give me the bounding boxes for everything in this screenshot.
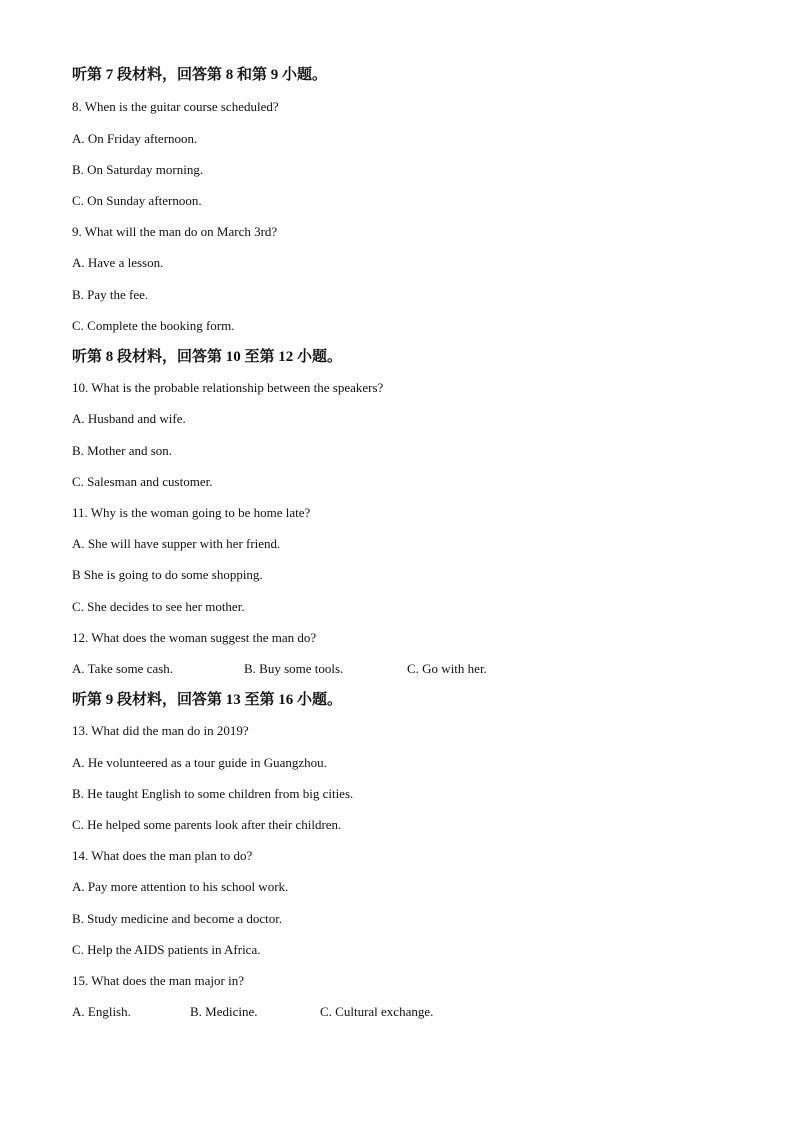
answer-option: B. Medicine.	[190, 1004, 258, 1019]
answer-option: B. He taught English to some children from big cities.	[72, 786, 354, 801]
question-stem: 11. Why is the woman going to be home late?	[72, 505, 311, 520]
answer-options-row	[72, 661, 722, 677]
answer-option: B. Study medicine and become a doctor.	[72, 911, 283, 926]
answer-option: B. On Saturday morning.	[72, 162, 204, 177]
answer-option: A. Husband and wife.	[72, 411, 186, 426]
answer-options-row	[72, 1004, 722, 1020]
answer-option: A. She will have supper with her friend.	[72, 536, 281, 551]
answer-option: C. On Sunday afternoon.	[72, 193, 202, 208]
answer-option: C. She decides to see her mother.	[72, 599, 245, 614]
answer-option: C. He helped some parents look after their children.	[72, 817, 342, 832]
answer-option: A. Take some cash.	[72, 661, 174, 676]
section-heading: 听第 9 段材料，回答第 13 至第 16 小题。	[72, 692, 343, 708]
answer-option: C. Go with her.	[407, 661, 487, 676]
answer-option: B She is going to do some shopping.	[72, 567, 263, 582]
answer-option: A. English.	[72, 1004, 131, 1019]
answer-option: C. Complete the booking form.	[72, 318, 235, 333]
question-stem: 13. What did the man do in 2019?	[72, 723, 249, 738]
answer-option: A. He volunteered as a tour guide in Guangzhou.	[72, 755, 327, 770]
answer-option: B. Mother and son.	[72, 443, 173, 458]
section-heading: 听第 8 段材料，回答第 10 至第 12 小题。	[72, 349, 343, 365]
answer-option: C. Help the AIDS patients in Africa.	[72, 942, 261, 957]
question-stem: 10. What is the probable relationship between the speakers?	[72, 380, 384, 395]
answer-option: B. Pay the fee.	[72, 287, 149, 302]
question-stem: 8. When is the guitar course scheduled?	[72, 99, 279, 114]
answer-option: C. Cultural exchange.	[320, 1004, 434, 1019]
question-stem: 15. What does the man major in?	[72, 973, 244, 988]
answer-option: A. Have a lesson.	[72, 255, 164, 270]
answer-option: B. Buy some tools.	[244, 661, 344, 676]
answer-option: A. Pay more attention to his school work.	[72, 879, 289, 894]
answer-option: A. On Friday afternoon.	[72, 131, 198, 146]
answer-option: C. Salesman and customer.	[72, 474, 213, 489]
section-heading: 听第 7 段材料，回答第 8 和第 9 小题。	[72, 67, 328, 83]
question-stem: 9. What will the man do on March 3rd?	[72, 224, 278, 239]
question-stem: 14. What does the man plan to do?	[72, 848, 253, 863]
question-stem: 12. What does the woman suggest the man do?	[72, 630, 317, 645]
